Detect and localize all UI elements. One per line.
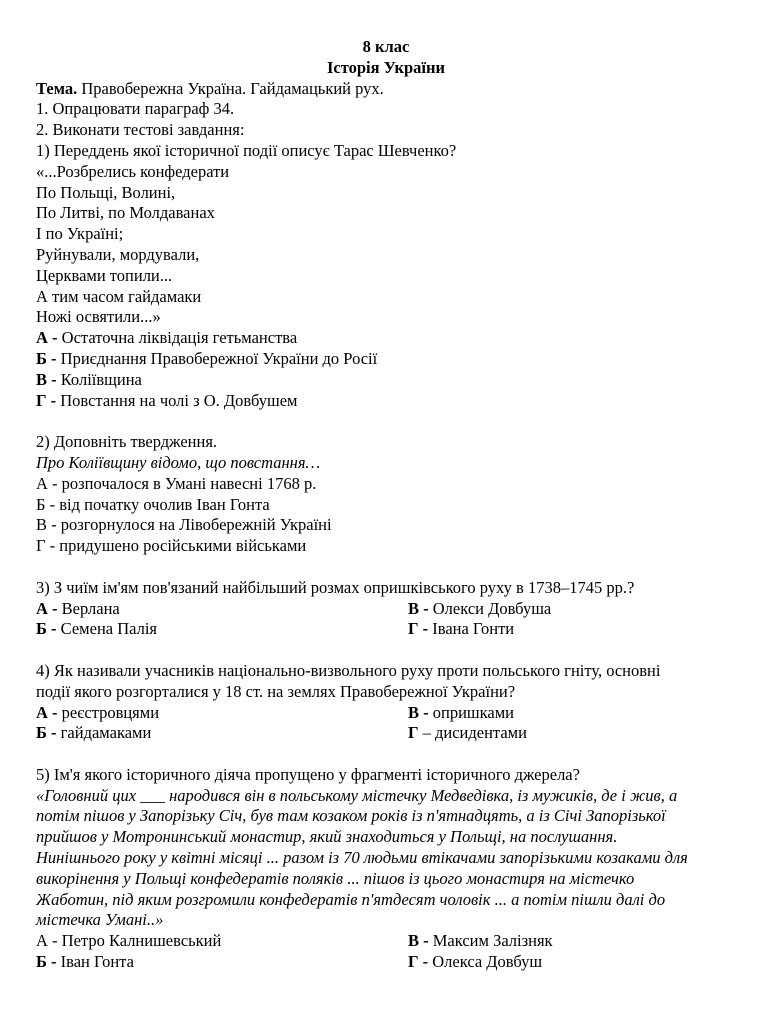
q5-question: 5) Ім'я якого історичного діяча пропущено у фрагменті історичного джерела? bbox=[36, 764, 580, 784]
option-letter: В - bbox=[408, 702, 429, 722]
q1-option-b bbox=[36, 349, 736, 370]
q3-options-row bbox=[36, 599, 736, 620]
q1-poem-line: «...Розбрелись конфедерати bbox=[36, 161, 230, 181]
q2-option-a bbox=[36, 474, 736, 495]
q2-prompt: Про Коліївщину відомо, що повстання… bbox=[36, 452, 321, 472]
q5-options-row bbox=[36, 952, 736, 973]
spacer bbox=[36, 411, 736, 432]
q5-source-line: прийшов у Мотронинський монастир, який знаходиться у Польщі, на послушання. bbox=[36, 827, 618, 847]
option-text: - розгорнулося на Лівобережній Україні bbox=[47, 515, 332, 535]
q3-option-h bbox=[408, 619, 514, 640]
q5-source-line: містечка Умані..» bbox=[36, 910, 164, 930]
q5-option-h bbox=[408, 952, 542, 973]
option-letter: Г - bbox=[408, 619, 429, 639]
q1-poem-line: Ножі освятили...» bbox=[36, 307, 161, 327]
option-text: Остаточна ліквідація гетьманства bbox=[57, 328, 298, 348]
q1-poem-line: А тим часом гайдамаки bbox=[36, 286, 202, 306]
spacer bbox=[36, 640, 736, 661]
topic-line bbox=[36, 79, 736, 100]
q4-option-v bbox=[408, 703, 514, 724]
q3-option-b bbox=[36, 619, 408, 640]
task-2: 2. Виконати тестові завдання: bbox=[36, 120, 245, 140]
q2-option-h bbox=[36, 536, 736, 557]
q5-source-line: Жаботин, під яким розгромили конфедератів п'ятдесят чоловік ... а потім пішли далі до bbox=[36, 889, 666, 909]
q4-question-line-1: 4) Як називали учасників національно-визвольного руху проти польського гніту, основні bbox=[36, 660, 661, 680]
option-text: Верлана bbox=[57, 598, 120, 618]
q1-poem-line: Руйнували, мордували, bbox=[36, 244, 200, 264]
q2-option-v bbox=[36, 515, 736, 536]
q5-source-line: «Головний цих ___ народився він в польському містечку Медведівка, із мужиків, де і жив, а bbox=[36, 785, 678, 805]
q5-option-b bbox=[36, 952, 408, 973]
q1-option-a bbox=[36, 328, 736, 349]
option-text: Семена Палія bbox=[56, 619, 158, 639]
option-text: опришками bbox=[428, 702, 514, 722]
spacer bbox=[36, 557, 736, 578]
q5-option-v bbox=[408, 931, 553, 952]
subject-heading: Історія України bbox=[327, 57, 445, 77]
option-letter: Г bbox=[36, 536, 46, 556]
option-letter: В - bbox=[36, 369, 57, 389]
option-text: гайдамаками bbox=[56, 723, 152, 743]
q4-options-row bbox=[36, 703, 736, 724]
q5-source-line: Нинішнього року у квітні місяці ... разом із 70 людьми втікачами запорізькими козаками для bbox=[36, 848, 688, 868]
option-letter: Г - bbox=[408, 952, 429, 972]
option-text: Приєднання Правобережної України до Росії bbox=[56, 348, 378, 368]
option-text: - Петро Калнишевський bbox=[47, 931, 222, 951]
q3-option-a bbox=[36, 599, 408, 620]
option-letter: А bbox=[36, 473, 48, 493]
q1-option-v bbox=[36, 370, 736, 391]
option-text: реєстровцями bbox=[57, 702, 160, 722]
option-letter: А - bbox=[36, 328, 58, 348]
option-text: – дисидентами bbox=[418, 723, 527, 743]
option-letter: В bbox=[36, 515, 48, 535]
grade-heading: 8 клас bbox=[362, 37, 410, 56]
topic-label: Тема. bbox=[36, 78, 78, 98]
option-text: - розпочалося в Умані навесні 1768 р. bbox=[47, 473, 317, 493]
q4-options-row bbox=[36, 723, 736, 744]
q4-question-line-2: події якого розгорталися у 18 ст. на землях Правобережної України? bbox=[36, 681, 516, 701]
option-letter: Б bbox=[36, 494, 46, 514]
q5-options-row bbox=[36, 931, 736, 952]
option-letter: Г bbox=[408, 723, 419, 743]
option-text: Іван Гонта bbox=[56, 952, 134, 972]
q3-question: 3) З чиїм ім'ям пов'язаний найбільший розмах опришківського руху в 1738–1745 рр.? bbox=[36, 577, 635, 597]
option-text: Коліївщина bbox=[56, 369, 142, 389]
option-text: Максим Залізняк bbox=[428, 931, 553, 951]
option-text: Олекси Довбуша bbox=[428, 598, 552, 618]
q5-source-line: викорінення у Польщі конфедератів поляків ... пішов із цього монастиря на містечко bbox=[36, 868, 635, 888]
option-letter: Б - bbox=[36, 952, 57, 972]
option-letter: А - bbox=[36, 598, 58, 618]
q2-option-b bbox=[36, 495, 736, 516]
spacer bbox=[36, 744, 736, 765]
q2-question: 2) Доповніть твердження. bbox=[36, 432, 218, 452]
document-page bbox=[36, 37, 736, 973]
option-letter: Г - bbox=[36, 390, 57, 410]
option-text: Олекса Довбуш bbox=[428, 952, 543, 972]
q1-poem-line: По Литві, по Молдаванах bbox=[36, 203, 215, 223]
topic-text: Правобережна Україна. Гайдамацький рух. bbox=[77, 78, 384, 98]
option-letter: А - bbox=[36, 702, 58, 722]
option-letter: Б - bbox=[36, 348, 57, 368]
q1-poem-line: І по Україні; bbox=[36, 224, 124, 244]
task-1: 1. Опрацювати параграф 34. bbox=[36, 99, 235, 119]
q4-option-h bbox=[408, 723, 527, 744]
q3-option-v bbox=[408, 599, 551, 620]
q1-poem-line: По Польщі, Волині, bbox=[36, 182, 176, 202]
option-text: - придушено російськими військами bbox=[45, 536, 307, 556]
option-text: Повстання на чолі з О. Довбушем bbox=[56, 390, 298, 410]
q3-options-row bbox=[36, 619, 736, 640]
q4-option-b bbox=[36, 723, 408, 744]
q1-poem-line: Церквами топили... bbox=[36, 265, 173, 285]
option-letter: В - bbox=[408, 598, 429, 618]
q4-option-a bbox=[36, 703, 408, 724]
option-letter: А bbox=[36, 931, 48, 951]
q1-question: 1) Переддень якої історичної події описує Тарас Шевченко? bbox=[36, 140, 457, 160]
q5-option-a bbox=[36, 931, 408, 952]
option-text: - від початку очолив Іван Гонта bbox=[45, 494, 270, 514]
q5-source-line: потім пішов у Запорізьку Січ, був там козаком років із п'ятнадцять, а із Січі Запорізької bbox=[36, 806, 666, 826]
option-text: Івана Гонти bbox=[428, 619, 515, 639]
q1-option-h bbox=[36, 391, 736, 412]
option-letter: Б - bbox=[36, 723, 57, 743]
option-letter: В - bbox=[408, 931, 429, 951]
option-letter: Б - bbox=[36, 619, 57, 639]
